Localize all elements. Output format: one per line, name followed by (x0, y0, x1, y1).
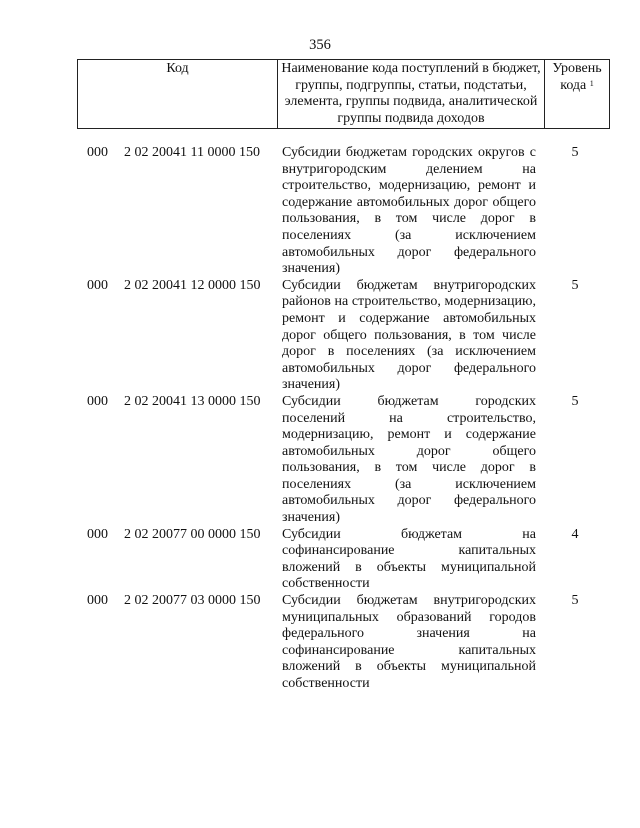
table-row (0, 145, 640, 278)
code-level: 5 (571, 393, 579, 409)
revenue-name: Субсидии бюджетам внутригородских районов на строительство, модернизацию, ремонт и содержание автомобильных дорог общего пользования, в том числе дорог в поселениях (за исключением автомобильных дорог федерального значения) (282, 277, 536, 393)
revenue-code: 2 02 20077 03 0000 150 (124, 593, 261, 609)
table-row (0, 527, 640, 593)
admin-code: 000 (87, 593, 108, 609)
table-row (0, 593, 640, 693)
revenue-name: Субсидии бюджетам внутригородских муниципальных образований городов федерального значения на софинансирование капитальных вложений в объекты муниципальной собственности (282, 593, 536, 691)
header-name: Наименование кода поступлений в бюджет, группы, подгруппы, статьи, подстатьи, элемента, группы подвида, аналитической группы подвида доходов (278, 60, 545, 129)
header-level (545, 60, 610, 129)
admin-code: 000 (87, 526, 108, 542)
revenue-name: Субсидии бюджетам на софинансирование капитальных вложений в объекты муниципальной собственности (282, 526, 536, 592)
footnote-marker: 1 (589, 78, 594, 88)
revenue-code: 2 02 20077 00 0000 150 (124, 526, 261, 542)
revenue-code: 2 02 20041 11 0000 150 (124, 145, 260, 160)
table-row (0, 278, 640, 394)
code-level: 5 (571, 593, 579, 609)
revenue-code: 2 02 20041 13 0000 150 (124, 393, 261, 409)
header-level-label: Уровень кода (552, 61, 602, 93)
table-row (0, 394, 640, 527)
revenue-code: 2 02 20041 12 0000 150 (124, 277, 261, 293)
header-code: Код (78, 60, 278, 129)
code-level: 5 (571, 277, 579, 293)
admin-code: 000 (87, 277, 108, 293)
code-level: 4 (571, 526, 579, 542)
admin-code: 000 (87, 145, 108, 160)
revenue-name: Субсидии бюджетам городских округов с внутригородским делением на строительство, модернизацию, ремонт и содержание автомобильных дорог общего пользования, в том числе дорог в поселениях (за исключением автомобильных дорог федерального значения) (282, 145, 536, 277)
admin-code: 000 (87, 393, 108, 409)
table-body (0, 145, 640, 693)
page-number: 356 (309, 37, 331, 53)
revenue-name: Субсидии бюджетам городских поселений на строительство, модернизацию, ремонт и содержание автомобильных дорог общего пользования, в том числе дорог в поселениях (за исключением автомобильных дорог федерального значения) (282, 393, 536, 526)
code-level: 5 (571, 145, 579, 160)
table-header (77, 59, 610, 129)
